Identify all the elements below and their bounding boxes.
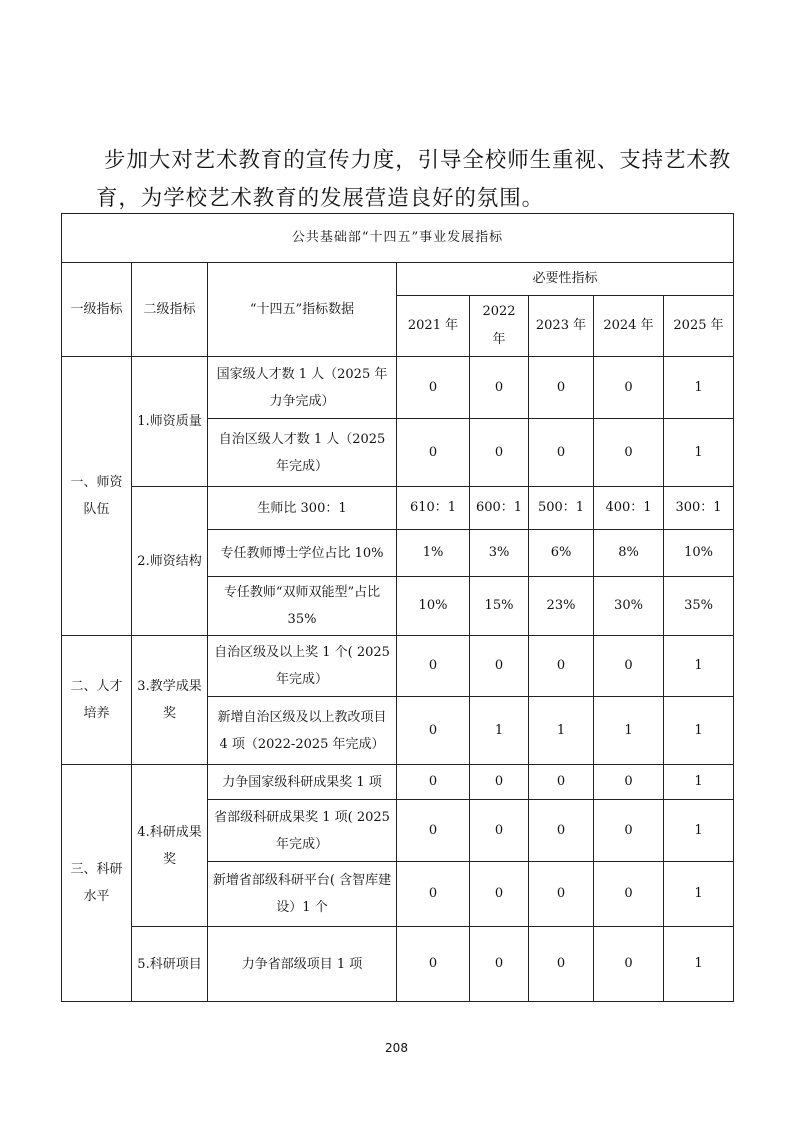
indicator-item: 力争国家级科研成果奖 1 项 xyxy=(208,765,397,800)
header-necessity: 必要性指标 xyxy=(397,263,734,296)
year-value: 8% xyxy=(594,530,664,577)
year-value: 0 xyxy=(529,800,594,862)
year-value: 10% xyxy=(397,577,470,636)
indicator-item: 专任教师“双师双能型”占比 35% xyxy=(208,577,397,636)
year-value: 0 xyxy=(397,636,470,697)
indicator-item: 新增自治区级及以上教改项目 4 项（2022-2025 年完成） xyxy=(208,697,397,765)
table-row xyxy=(62,357,734,419)
header-level1: 一级指标 xyxy=(62,263,132,357)
year-value: 0 xyxy=(470,800,529,862)
year-value: 1 xyxy=(664,419,734,487)
year-value: 0 xyxy=(594,419,664,487)
level1-indicator: 三、科研水平 xyxy=(62,765,132,1002)
year-value: 1 xyxy=(664,636,734,697)
indicator-item: 力争省部级项目 1 项 xyxy=(208,927,397,1002)
year-value: 1 xyxy=(664,697,734,765)
year-value: 1 xyxy=(664,927,734,1002)
year-value: 600：1 xyxy=(470,487,529,530)
year-value: 35% xyxy=(664,577,734,636)
year-value: 0 xyxy=(594,357,664,419)
header-year: 2023 年 xyxy=(529,296,594,357)
header-year: 2021 年 xyxy=(397,296,470,357)
year-value: 0 xyxy=(470,419,529,487)
indicator-item: 自治区级及以上奖 1 个( 2025 年完成） xyxy=(208,636,397,697)
year-value: 0 xyxy=(397,927,470,1002)
year-value: 0 xyxy=(397,862,470,927)
year-value: 1 xyxy=(664,357,734,419)
year-value: 1% xyxy=(397,530,470,577)
year-value: 0 xyxy=(594,765,664,800)
page-number: 208 xyxy=(385,1041,408,1055)
year-value: 0 xyxy=(529,765,594,800)
year-value: 0 xyxy=(594,636,664,697)
level1-indicator: 一、师资队伍 xyxy=(62,357,132,636)
year-value: 0 xyxy=(397,697,470,765)
level2-indicator: 5.科研项目 xyxy=(132,927,208,1002)
year-value: 30% xyxy=(594,577,664,636)
level1-indicator: 二、人才培养 xyxy=(62,636,132,765)
level2-indicator: 4.科研成果奖 xyxy=(132,765,208,927)
year-value: 0 xyxy=(594,862,664,927)
indicator-item: 生师比 300：1 xyxy=(208,487,397,530)
year-value: 23% xyxy=(529,577,594,636)
year-value: 0 xyxy=(470,636,529,697)
year-value: 1 xyxy=(594,697,664,765)
year-value: 1 xyxy=(664,765,734,800)
year-value: 400：1 xyxy=(594,487,664,530)
year-value: 0 xyxy=(594,800,664,862)
table-row xyxy=(62,636,734,697)
year-value: 3% xyxy=(470,530,529,577)
indicator-table xyxy=(61,213,734,1002)
year-value: 1 xyxy=(529,697,594,765)
year-value: 0 xyxy=(529,927,594,1002)
indicator-item: 专任教师博士学位占比 10% xyxy=(208,530,397,577)
year-value: 1 xyxy=(664,800,734,862)
year-value: 300：1 xyxy=(664,487,734,530)
indicator-item: 新增省部级科研平台( 含智库建设）1 个 xyxy=(208,862,397,927)
year-value: 0 xyxy=(470,862,529,927)
header-year: 2022 年 xyxy=(470,296,529,357)
paragraph-line: 育，为学校艺术教育的发展营造良好的氛围。 xyxy=(96,186,545,211)
header-data: “十四五”指标数据 xyxy=(208,263,397,357)
year-value: 500：1 xyxy=(529,487,594,530)
year-value: 0 xyxy=(470,927,529,1002)
year-value: 0 xyxy=(470,357,529,419)
header-year: 2025 年 xyxy=(664,296,734,357)
year-value: 0 xyxy=(529,419,594,487)
level2-indicator: 3.教学成果奖 xyxy=(132,636,208,765)
year-value: 0 xyxy=(529,862,594,927)
year-value: 10% xyxy=(664,530,734,577)
paragraph-line: 步加大对艺术教育的宣传力度，引导全校师生重视、支持艺术教 xyxy=(104,148,732,173)
year-value: 0 xyxy=(529,636,594,697)
indicator-item: 省部级科研成果奖 1 项( 2025 年完成） xyxy=(208,800,397,862)
table-row xyxy=(62,487,734,530)
year-value: 0 xyxy=(470,765,529,800)
level2-indicator: 2.师资结构 xyxy=(132,487,208,636)
year-value: 1 xyxy=(664,862,734,927)
table-title: 公共基础部“十四五”事业发展指标 xyxy=(62,214,734,263)
level2-indicator: 1.师资质量 xyxy=(132,357,208,487)
year-value: 0 xyxy=(397,765,470,800)
year-value: 0 xyxy=(397,419,470,487)
year-value: 0 xyxy=(397,800,470,862)
header-year: 2024 年 xyxy=(594,296,664,357)
year-value: 0 xyxy=(594,927,664,1002)
year-value: 1 xyxy=(470,697,529,765)
table-row xyxy=(62,765,734,800)
indicator-item: 自治区级人才数 1 人（2025 年完成） xyxy=(208,419,397,487)
year-value: 610：1 xyxy=(397,487,470,530)
indicator-item: 国家级人才数 1 人（2025 年力争完成） xyxy=(208,357,397,419)
body-paragraph xyxy=(96,142,732,218)
header-level2: 二级指标 xyxy=(132,263,208,357)
year-value: 15% xyxy=(470,577,529,636)
year-value: 0 xyxy=(529,357,594,419)
year-value: 0 xyxy=(397,357,470,419)
table-row xyxy=(62,927,734,1002)
year-value: 6% xyxy=(529,530,594,577)
